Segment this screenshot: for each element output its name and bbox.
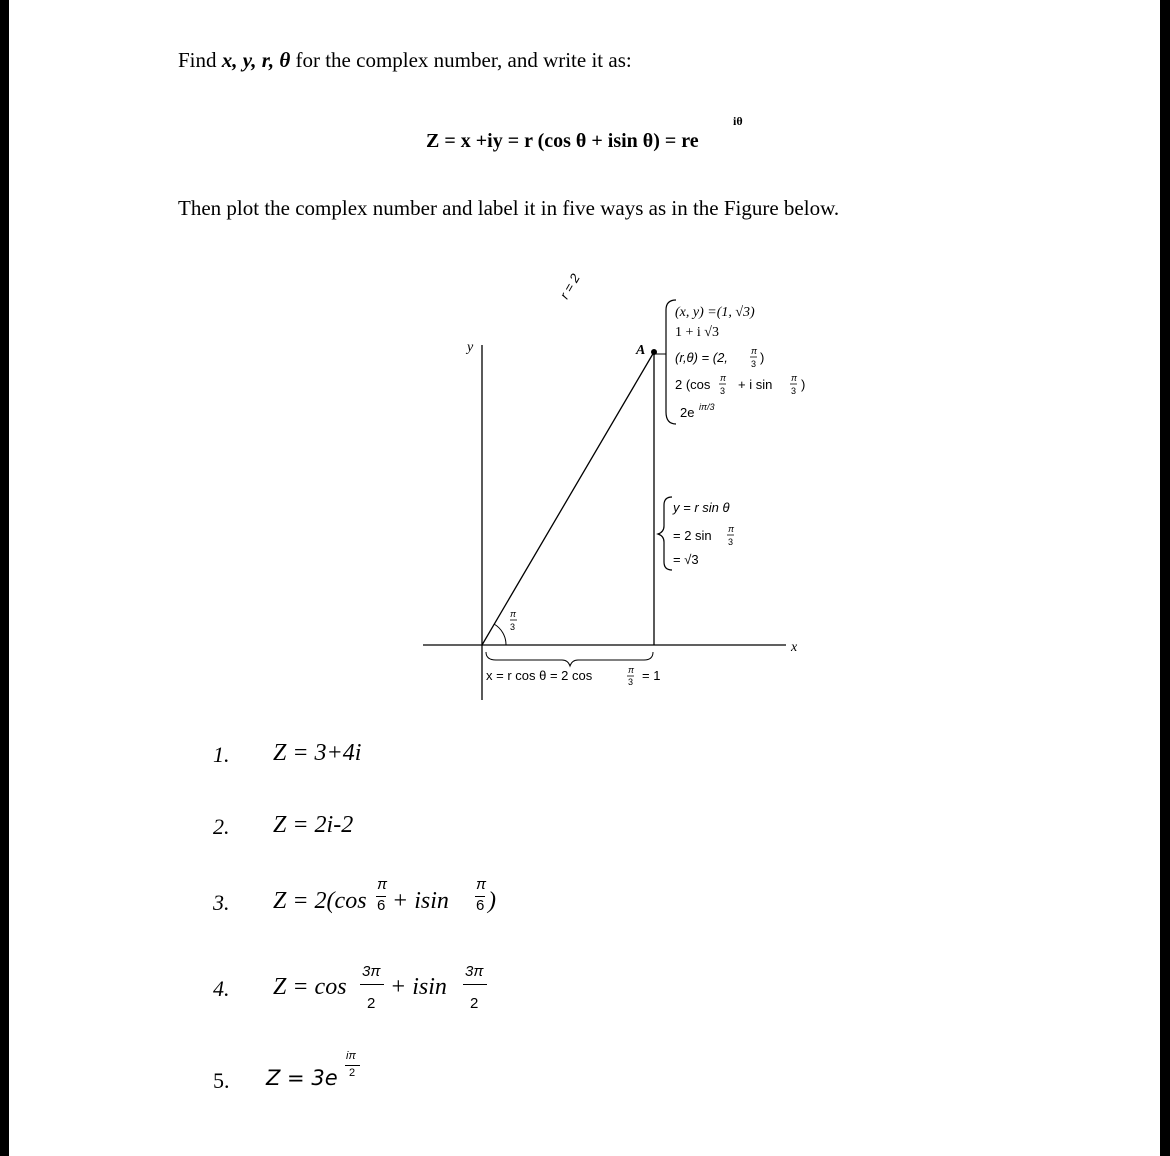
problem-5-number: 5. bbox=[213, 1068, 230, 1093]
x-projection-result: = 1 bbox=[642, 668, 661, 683]
radius-label: r = 2 bbox=[556, 271, 583, 302]
formula-exponent: iθ bbox=[733, 114, 743, 128]
label-trig-cos-num: π bbox=[720, 373, 727, 383]
y-label-angle-den: 3 bbox=[728, 537, 734, 547]
x-brace bbox=[486, 652, 653, 666]
y-label-angle-num: π bbox=[728, 524, 735, 534]
problem-4-sin-num: 3π bbox=[465, 963, 484, 980]
problem-4-prefix: Z = cos bbox=[273, 974, 347, 1000]
problem-4-cos-den: 2 bbox=[367, 995, 376, 1012]
problem-4-number: 4. bbox=[213, 976, 230, 1001]
problem-3-sin-num: π bbox=[476, 876, 487, 893]
y-label-line2: = 2 sin bbox=[673, 528, 712, 543]
label-exponential-power: iπ/3 bbox=[699, 402, 715, 412]
point-a-label: A bbox=[636, 343, 646, 358]
x-projection-angle-den: 3 bbox=[628, 677, 634, 687]
label-polar-close: ) bbox=[760, 350, 765, 365]
label-exponential: 2e bbox=[680, 405, 695, 420]
problem-3-mid: + isin bbox=[392, 888, 449, 914]
problem-2-expression: Z = 2i-2 bbox=[273, 812, 354, 838]
label-trig-cos-den: 3 bbox=[720, 386, 726, 396]
problem-1-expression: Z = 3+4i bbox=[273, 740, 362, 766]
intro-variables: x, y, r, θ bbox=[221, 48, 291, 72]
problem-2-number: 2. bbox=[213, 814, 230, 839]
problem-4-sin-bar bbox=[463, 984, 487, 985]
problem-3-sin-den: 6 bbox=[476, 897, 485, 914]
problem-3-number: 3. bbox=[213, 890, 230, 915]
angle-numerator: π bbox=[510, 609, 517, 619]
x-axis-label: x bbox=[791, 640, 798, 655]
label-trig-close: ) bbox=[801, 377, 806, 392]
complex-form-formula: Z = x +iy = r (cos θ + isin θ) = re bbox=[426, 130, 699, 152]
label-polar-pair: (r,θ) = (2, bbox=[675, 350, 728, 365]
problem-4-mid: + isin bbox=[390, 974, 447, 1000]
label-trig-sin-den: 3 bbox=[791, 386, 797, 396]
problem-4-cos-bar bbox=[360, 984, 384, 985]
x-projection-angle-num: π bbox=[628, 665, 635, 675]
y-axis-label: y bbox=[467, 340, 474, 355]
label-polar-angle-num: π bbox=[751, 346, 758, 356]
x-projection-label: x = r cos θ = 2 cos bbox=[486, 668, 593, 683]
problem-5-exp-bar bbox=[345, 1065, 360, 1066]
problem-3-cos-den: 6 bbox=[377, 897, 386, 914]
instruction-sentence: Then plot the complex number and label it in five ways as in the Figure below. bbox=[178, 196, 840, 220]
y-label-line3: = √3 bbox=[673, 552, 699, 567]
intro-sentence: Find x, y, r, θ for the complex number, and write it as: bbox=[178, 48, 632, 72]
problem-3-prefix: Z = 2(cos bbox=[273, 888, 367, 914]
label-cartesian-pair: (x, y) =(1, √3) bbox=[675, 305, 755, 320]
label-trig-mid: + i sin bbox=[738, 377, 773, 392]
problem-5-prefix: Z = 3e bbox=[266, 1066, 338, 1090]
problem-4-sin-den: 2 bbox=[470, 995, 479, 1012]
problem-4-cos-num: 3π bbox=[362, 963, 381, 980]
problem-5-exp-den: 2 bbox=[349, 1067, 356, 1079]
angle-arc bbox=[494, 624, 506, 645]
problem-3-cos-num: π bbox=[377, 876, 388, 893]
problem-1-number: 1. bbox=[213, 742, 230, 767]
problem-3-close: ) bbox=[488, 888, 496, 914]
radius-line bbox=[482, 352, 654, 645]
label-trig-prefix: 2 (cos bbox=[675, 377, 711, 392]
label-trig-sin-num: π bbox=[791, 373, 798, 383]
label-rectangular: 1 + i √3 bbox=[675, 325, 719, 340]
y-label-line1: y = r sin θ bbox=[673, 500, 730, 515]
problem-5-exp-num: iπ bbox=[346, 1050, 356, 1062]
angle-denominator: 3 bbox=[510, 622, 516, 632]
label-polar-angle-den: 3 bbox=[751, 359, 757, 369]
y-labels-bracket bbox=[658, 497, 672, 570]
